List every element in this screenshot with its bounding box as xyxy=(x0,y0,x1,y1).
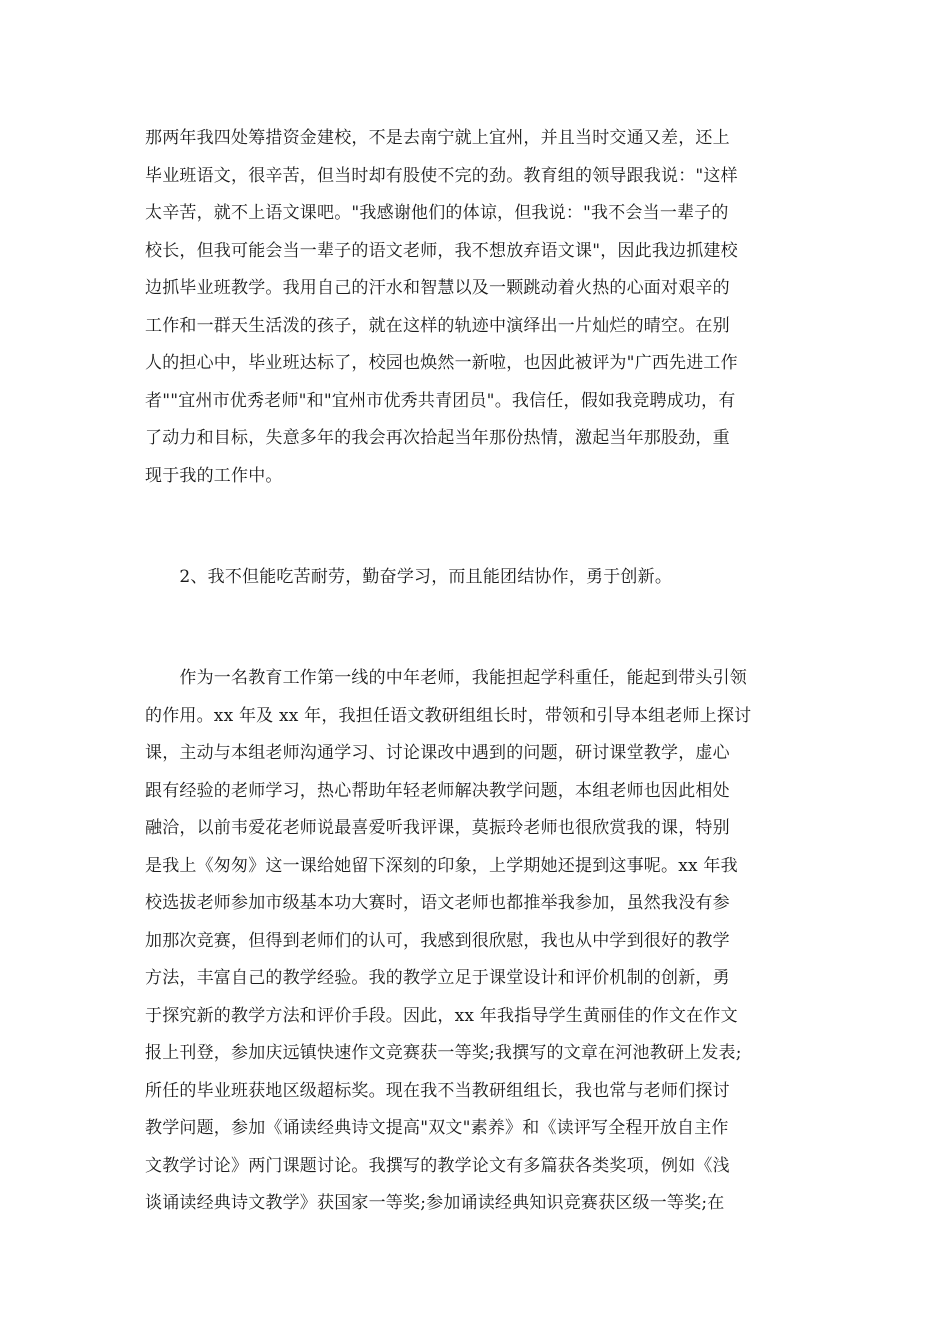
text-line: 校选拔老师参加市级基本功大赛时，语文老师也都推举我参加，虽然我没有参 xyxy=(145,893,730,913)
paragraph-3 xyxy=(145,660,810,1223)
text-line: 课，主动与本组老师沟通学习、讨论课改中遇到的问题，研讨课堂教学，虚心 xyxy=(145,743,730,763)
text-line: 文教学讨论》两门课题讨论。我撰写的教学论文有多篇获各类奖项，例如《浅 xyxy=(145,1155,730,1176)
paragraph-2-heading xyxy=(145,559,810,597)
text-line: 所任的毕业班获地区级超标奖。现在我不当教研组组长，我也常与老师们探讨 xyxy=(145,1080,730,1101)
text-line: 是我上《匆匆》这一课给她留下深刻的印象，上学期她还提到这事呢。xx 年我 xyxy=(145,855,738,876)
text-line: 校长，但我可能会当一辈子的语文老师，我不想放弃语文课"，因此我边抓建校 xyxy=(145,240,738,261)
text-line: 加那次竞赛，但得到老师们的认可，我感到很欣慰，我也从中学到很好的教学 xyxy=(145,930,730,951)
text-line: 毕业班语文，很辛苦，但当时却有股使不完的劲。教育组的领导跟我说："这样 xyxy=(145,165,738,186)
text-line: 那两年我四处筹措资金建校，不是去南宁就上宜州，并且当时交通又差，还上 xyxy=(145,128,730,148)
text-line: 作为一名教育工作第一线的中年老师，我能担起学科重任，能起到带头引领 xyxy=(145,668,747,688)
text-line: 太辛苦，就不上语文课吧。"我感谢他们的体谅，但我说："我不会当一辈子的 xyxy=(145,203,729,223)
text-line: 2、我不但能吃苦耐劳，勤奋学习，而且能团结协作，勇于创新。 xyxy=(145,567,673,587)
text-line: 跟有经验的老师学习，热心帮助年轻老师解决教学问题，本组老师也因此相处 xyxy=(145,780,730,801)
text-line: 融洽，以前韦爱花老师说最喜爱听我评课，莫振玲老师也很欣赏我的课，特别 xyxy=(145,818,730,838)
paragraph-1 xyxy=(145,120,810,495)
text-line: 谈诵读经典诗文教学》获国家一等奖;参加诵读经典知识竞赛获区级一等奖;在 xyxy=(145,1193,725,1213)
text-line: 于探究新的教学方法和评价手段。因此，xx 年我指导学生黄丽佳的作文在作文 xyxy=(145,1005,738,1026)
text-line: 了动力和目标，失意多年的我会再次拾起当年那份热情，激起当年那股劲，重 xyxy=(145,428,730,448)
text-line: 现于我的工作中。 xyxy=(145,465,283,486)
text-line: 的作用。xx 年及 xx 年，我担任语文教研组组长时，带领和引导本组老师上探讨 xyxy=(145,705,752,726)
text-line: 边抓毕业班教学。我用自己的汗水和智慧以及一颗跳动着火热的心面对艰辛的 xyxy=(145,278,730,298)
text-line: 教学问题，参加《诵读经典诗文提高"双文"素养》和《读评写全程开放自主作 xyxy=(145,1118,729,1138)
text-line: 人的担心中，毕业班达标了，校园也焕然一新啦，也因此被评为"广西先进工作 xyxy=(145,353,738,373)
text-line: 报上刊登，参加庆远镇快速作文竞赛获一等奖;我撰写的文章在河池教研上发表; xyxy=(145,1043,742,1063)
text-line: 工作和一群天生活泼的孩子，就在这样的轨迹中演绎出一片灿烂的晴空。在别 xyxy=(145,315,730,336)
text-line: 方法，丰富自己的教学经验。我的教学立足于课堂设计和评价机制的创新，勇 xyxy=(145,968,730,988)
text-line: 者""宜州市优秀老师"和"宜州市优秀共青团员"。我信任，假如我竞聘成功，有 xyxy=(145,390,736,411)
